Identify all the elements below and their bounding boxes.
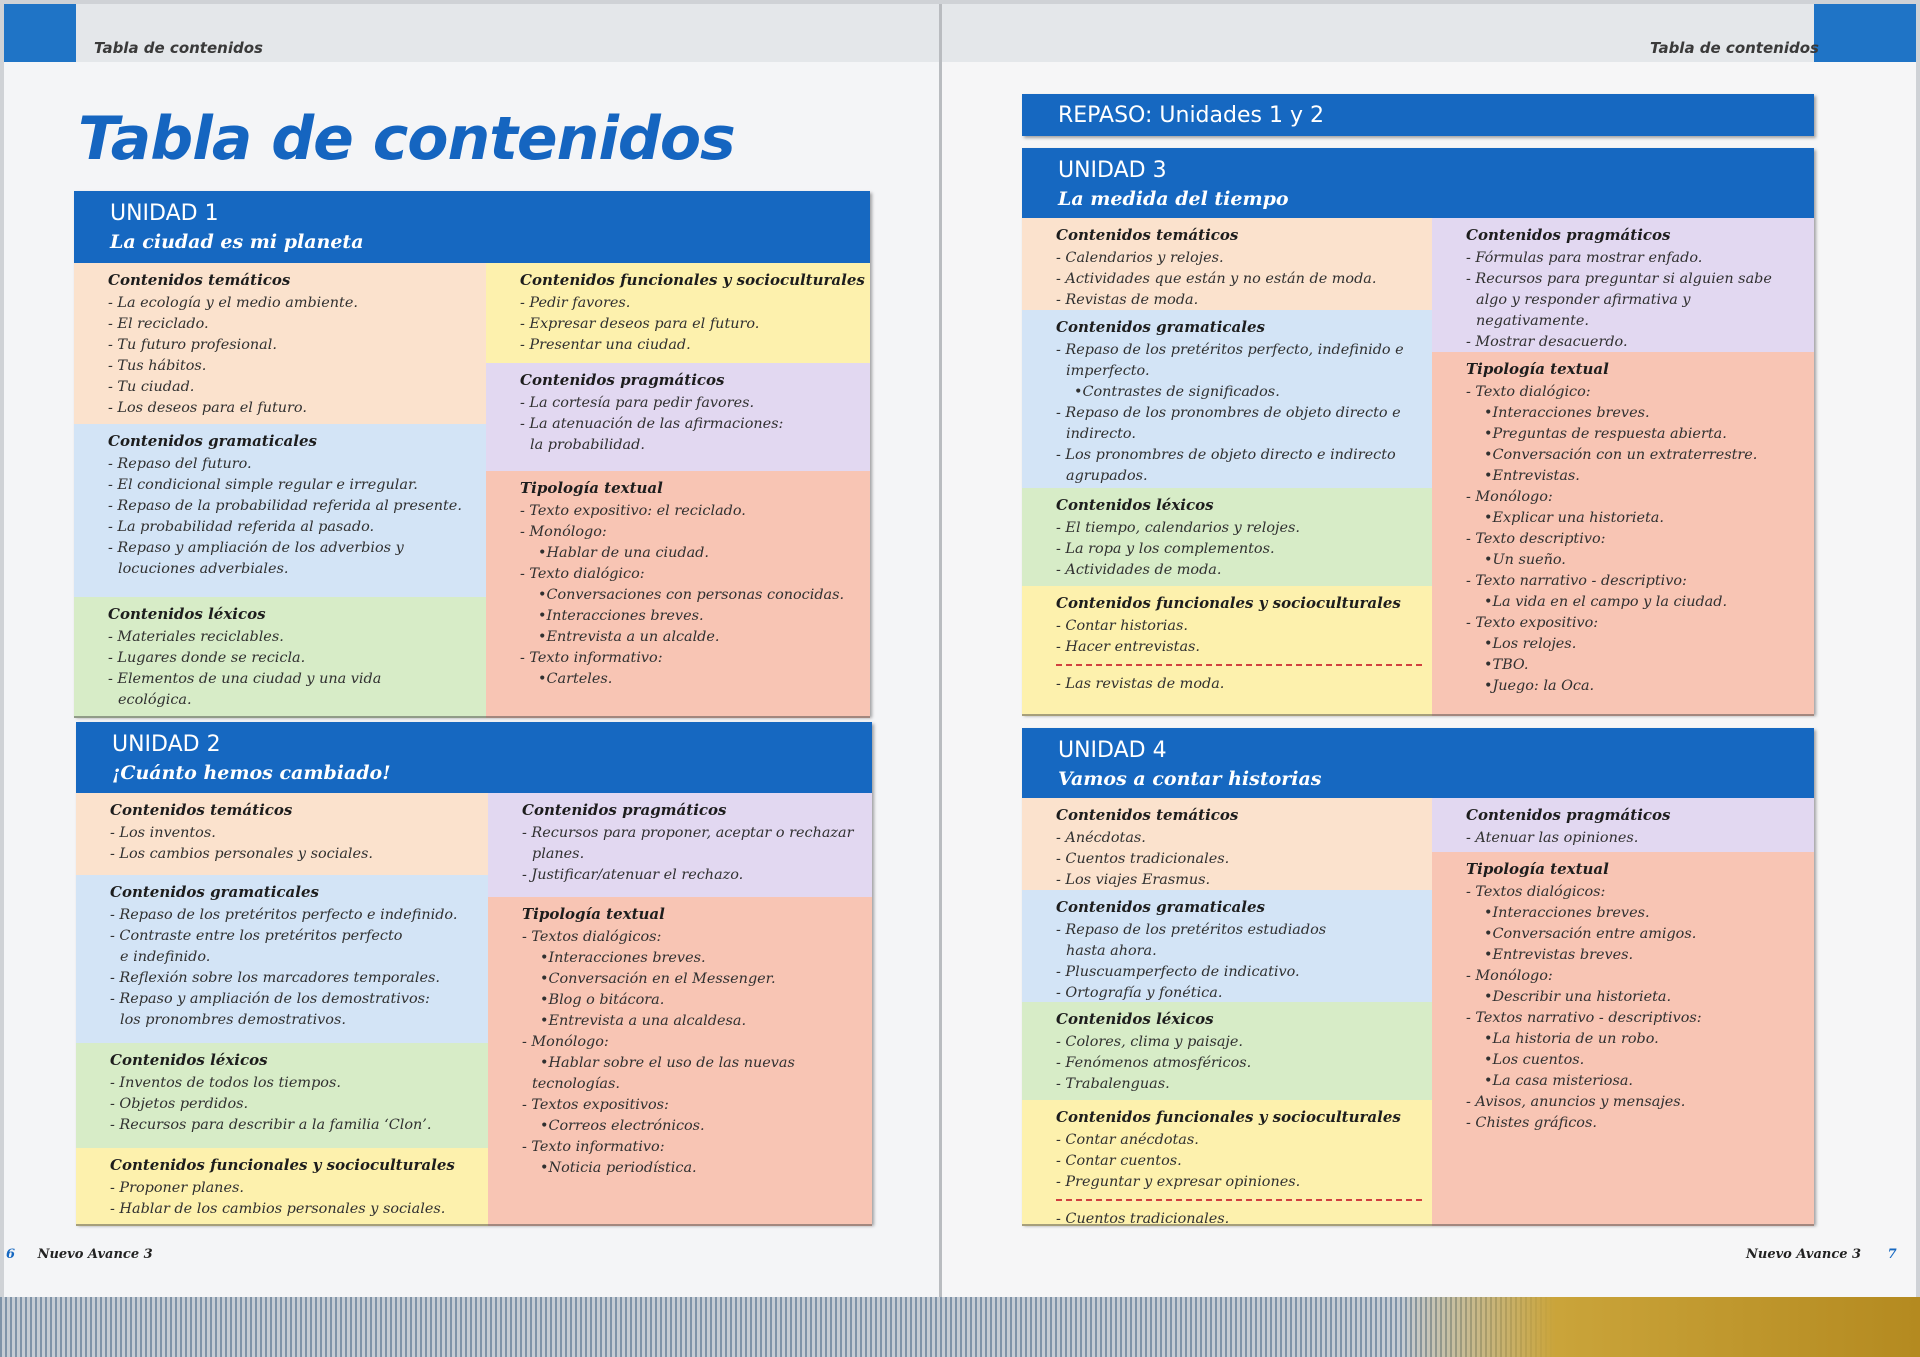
list-item: - Tu ciudad. <box>108 379 195 395</box>
section-heading: Contenidos funcionales y socioculturales <box>110 1156 455 1174</box>
right-page <box>942 4 1916 1297</box>
right-footer <box>1746 1247 1897 1262</box>
list-item: algo y responder afirmativa y <box>1476 292 1691 308</box>
section-heading: Contenidos léxicos <box>1056 1010 1214 1028</box>
list-item: - Texto dialógico: <box>520 566 645 582</box>
u1-lexicos <box>74 597 486 718</box>
list-item: e indefinido. <box>120 949 211 965</box>
u1-gramaticales <box>74 424 486 599</box>
list-item: •Hablar sobre el uso de las nuevas <box>540 1055 795 1071</box>
u3-pragmaticos <box>1432 218 1814 354</box>
list-item: - Texto dialógico: <box>1466 384 1591 400</box>
right-header-tab <box>1814 4 1916 62</box>
section-heading: Contenidos gramaticales <box>1056 318 1265 336</box>
section-heading: Contenidos pragmáticos <box>1466 226 1671 244</box>
unit-1-subtitle: La ciudad es mi planeta <box>110 231 364 253</box>
list-item: - Texto expositivo: <box>1466 615 1599 631</box>
u1-tematicos <box>74 263 486 426</box>
unit-2-title: UNIDAD 2 <box>112 732 221 757</box>
section-heading: Contenidos léxicos <box>110 1051 268 1069</box>
u3-tematicos <box>1022 218 1432 312</box>
list-item: - Hablar de los cambios personales y sociales. <box>110 1201 446 1217</box>
list-item: - Elementos de una ciudad y una vida <box>108 671 382 687</box>
list-item: - La ecología y el medio ambiente. <box>108 295 358 311</box>
background-yarn <box>1400 1297 1920 1357</box>
list-item: - Revistas de moda. <box>1056 292 1199 308</box>
list-item: - Repaso de la probabilidad referida al presente. <box>108 498 462 514</box>
list-item: - Fórmulas para mostrar enfado. <box>1466 250 1703 266</box>
list-item: - Ortografía y fonética. <box>1056 985 1223 1001</box>
u2-tipologia <box>488 897 872 1226</box>
u4-funcionales <box>1022 1100 1432 1226</box>
list-item: - Chistes gráficos. <box>1466 1115 1597 1131</box>
unit-1-title: UNIDAD 1 <box>110 201 219 226</box>
u3-funcionales <box>1022 586 1432 716</box>
list-item: •Conversaciones con personas conocidas. <box>538 587 845 603</box>
unit-4-header <box>1022 728 1814 798</box>
unit-3-title: UNIDAD 3 <box>1058 158 1167 183</box>
right-book-title: Nuevo Avance 3 <box>1746 1247 1862 1262</box>
list-item: - Repaso del futuro. <box>108 456 252 472</box>
list-item: •Hablar de una ciudad. <box>538 545 709 561</box>
unit-4 <box>1022 728 1814 1224</box>
list-item: - Avisos, anuncios y mensajes. <box>1466 1094 1686 1110</box>
list-item: •Un sueño. <box>1484 552 1566 568</box>
list-item: - Presentar una ciudad. <box>520 337 691 353</box>
list-item: - Texto informativo: <box>520 650 663 666</box>
list-item: - Cuentos tradicionales. <box>1056 851 1230 867</box>
section-heading: Contenidos temáticos <box>110 801 293 819</box>
list-item: - Pluscuamperfecto de indicativo. <box>1056 964 1300 980</box>
list-item: •Interacciones breves. <box>540 950 706 966</box>
list-item: - Colores, clima y paisaje. <box>1056 1034 1243 1050</box>
section-heading: Contenidos funcionales y socioculturales <box>520 271 865 289</box>
list-item: •Preguntas de respuesta abierta. <box>1484 426 1727 442</box>
section-heading: Contenidos funcionales y socioculturales <box>1056 594 1401 612</box>
list-item: •Describir una historieta. <box>1484 989 1672 1005</box>
list-item: •Noticia periodística. <box>540 1160 697 1176</box>
list-item: - Contar historias. <box>1056 618 1188 634</box>
list-item: planes. <box>532 846 585 862</box>
u2-gramaticales <box>76 875 488 1045</box>
list-item: - Calendarios y relojes. <box>1056 250 1224 266</box>
list-item: - Textos expositivos: <box>522 1097 669 1113</box>
left-page <box>4 4 939 1297</box>
list-item: - Contraste entre los pretéritos perfecto <box>110 928 403 944</box>
u1-funcionales <box>486 263 870 365</box>
section-heading: Tipología textual <box>522 905 665 923</box>
list-item: agrupados. <box>1066 468 1148 484</box>
list-item: - Los cambios personales y sociales. <box>110 846 373 862</box>
list-item: - El condicional simple regular e irregular. <box>108 477 418 493</box>
list-item: •Conversación en el Messenger. <box>540 971 776 987</box>
section-heading: Contenidos pragmáticos <box>1466 806 1671 824</box>
list-item: - Justificar/atenuar el rechazo. <box>522 867 744 883</box>
list-item: - Los pronombres de objeto directo e indirecto <box>1056 447 1396 463</box>
list-item: - Recursos para proponer, aceptar o rechazar <box>522 825 854 841</box>
unit-4-title: UNIDAD 4 <box>1058 738 1167 763</box>
list-item: - Lugares donde se recicla. <box>108 650 306 666</box>
list-item: - Texto informativo: <box>522 1139 665 1155</box>
list-item: - Expresar deseos para el futuro. <box>520 316 760 332</box>
list-item: - Atenuar las opiniones. <box>1466 830 1639 846</box>
list-item: - Objetos perdidos. <box>110 1096 249 1112</box>
u2-funcionales <box>76 1148 488 1226</box>
u4-gramaticales <box>1022 890 1432 1004</box>
list-item: - Proponer planes. <box>110 1180 244 1196</box>
list-item: •Conversación con un extraterrestre. <box>1484 447 1758 463</box>
list-item: •Entrevista a una alcaldesa. <box>540 1013 747 1029</box>
list-item: - Monólogo: <box>1466 968 1553 984</box>
list-item: - Repaso de los pretéritos perfecto e indefinido. <box>110 907 458 923</box>
u3-tipologia <box>1432 352 1814 716</box>
list-item: negativamente. <box>1476 313 1589 329</box>
list-item: - Textos narrativo - descriptivos: <box>1466 1010 1702 1026</box>
unit-2 <box>76 722 872 1224</box>
list-item: •Contrastes de significados. <box>1074 384 1280 400</box>
list-item: - Texto narrativo - descriptivo: <box>1466 573 1687 589</box>
list-item: - Textos dialógicos: <box>522 929 662 945</box>
section-heading: Contenidos temáticos <box>108 271 291 289</box>
dashed-separator <box>1056 1199 1422 1201</box>
repaso-banner <box>1022 94 1814 136</box>
dashed-separator <box>1056 664 1422 666</box>
repaso-title: REPASO: Unidades 1 y 2 <box>1058 103 1324 128</box>
list-item: - Reflexión sobre los marcadores temporales. <box>110 970 440 986</box>
unit-2-subtitle: ¡Cuánto hemos cambiado! <box>112 762 391 784</box>
section-heading: Contenidos léxicos <box>1056 496 1214 514</box>
u4-tipologia <box>1432 852 1814 1226</box>
unit-1 <box>74 191 870 716</box>
u2-tematicos <box>76 793 488 877</box>
list-item: - El tiempo, calendarios y relojes. <box>1056 520 1300 536</box>
list-item: •Blog o bitácora. <box>540 992 665 1008</box>
list-item: - Pedir favores. <box>520 295 631 311</box>
section-heading: Contenidos temáticos <box>1056 226 1239 244</box>
list-item: •Los cuentos. <box>1484 1052 1585 1068</box>
u1-pragmaticos <box>486 363 870 473</box>
unit-3 <box>1022 148 1814 714</box>
list-item: - Mostrar desacuerdo. <box>1466 334 1628 350</box>
list-item: - Fenómenos atmosféricos. <box>1056 1055 1252 1071</box>
section-heading: Contenidos temáticos <box>1056 806 1239 824</box>
list-item: •Correos electrónicos. <box>540 1118 705 1134</box>
section-heading: Contenidos léxicos <box>108 605 266 623</box>
list-item: - Inventos de todos los tiempos. <box>110 1075 341 1091</box>
section-heading: Contenidos gramaticales <box>108 432 317 450</box>
section-heading: Contenidos pragmáticos <box>520 371 725 389</box>
list-item: - Textos dialógicos: <box>1466 884 1606 900</box>
list-item: - La probabilidad referida al pasado. <box>108 519 375 535</box>
list-item: •Explicar una historieta. <box>1484 510 1664 526</box>
list-item: locuciones adverbiales. <box>118 561 289 577</box>
unit-3-subtitle: La medida del tiempo <box>1058 188 1289 210</box>
unit-4-subtitle: Vamos a contar historias <box>1058 768 1322 790</box>
section-heading: Tipología textual <box>1466 360 1609 378</box>
left-book-title: Nuevo Avance 3 <box>37 1247 153 1262</box>
list-item: - Contar anécdotas. <box>1056 1132 1199 1148</box>
section-heading: Contenidos funcionales y socioculturales <box>1056 1108 1401 1126</box>
list-item: - Anécdotas. <box>1056 830 1146 846</box>
list-item: •Carteles. <box>538 671 613 687</box>
list-item: hasta ahora. <box>1066 943 1157 959</box>
list-item: - Materiales reciclables. <box>108 629 284 645</box>
list-item: - Tus hábitos. <box>108 358 207 374</box>
left-header-tab <box>4 4 76 62</box>
list-item: - Recursos para preguntar si alguien sabe <box>1466 271 1772 287</box>
list-item: - Tu futuro profesional. <box>108 337 277 353</box>
list-item: - La cortesía para pedir favores. <box>520 395 755 411</box>
unit-2-header <box>76 722 872 793</box>
u4-tematicos <box>1022 798 1432 892</box>
list-item: - Repaso de los pretéritos perfecto, indefinido e <box>1056 342 1404 358</box>
list-item: - Los deseos para el futuro. <box>108 400 307 416</box>
list-item: - El reciclado. <box>108 316 209 332</box>
list-item: - Actividades de moda. <box>1056 562 1222 578</box>
list-item: ecológica. <box>118 692 192 708</box>
u1-tipologia <box>486 471 870 718</box>
list-item: - Preguntar y expresar opiniones. <box>1056 1174 1301 1190</box>
list-item: - Monólogo: <box>1466 489 1553 505</box>
list-item: •La historia de un robo. <box>1484 1031 1659 1047</box>
list-item: los pronombres demostrativos. <box>120 1012 346 1028</box>
u4-lexicos <box>1022 1002 1432 1102</box>
list-item: - Cuentos tradicionales. <box>1056 1211 1230 1226</box>
list-item: - Los viajes Erasmus. <box>1056 872 1211 888</box>
list-item: •TBO. <box>1484 657 1529 673</box>
right-header-text: Tabla de contenidos <box>1650 39 1819 57</box>
list-item: •Entrevista a un alcalde. <box>538 629 720 645</box>
list-item: - Monólogo: <box>522 1034 609 1050</box>
list-item: - Monólogo: <box>520 524 607 540</box>
list-item: - Contar cuentos. <box>1056 1153 1182 1169</box>
right-page-number: 7 <box>1887 1247 1897 1262</box>
u3-gramaticales <box>1022 310 1432 490</box>
list-item: - Repaso de los pretéritos estudiados <box>1056 922 1327 938</box>
left-header-text: Tabla de contenidos <box>94 39 263 57</box>
list-item: •Interacciones breves. <box>1484 905 1650 921</box>
list-item: - Hacer entrevistas. <box>1056 639 1200 655</box>
list-item: - Recursos para describir a la familia ‘Clon’. <box>110 1117 432 1133</box>
list-item: •Juego: la Oca. <box>1484 678 1595 694</box>
u3-lexicos <box>1022 488 1432 588</box>
list-item: •La casa misteriosa. <box>1484 1073 1633 1089</box>
list-item: •Los relojes. <box>1484 636 1577 652</box>
list-item: •Interacciones breves. <box>538 608 704 624</box>
section-heading: Contenidos gramaticales <box>110 883 319 901</box>
left-page-number: 6 <box>6 1247 16 1262</box>
list-item: •Interacciones breves. <box>1484 405 1650 421</box>
list-item: •Entrevistas breves. <box>1484 947 1634 963</box>
section-heading: Contenidos gramaticales <box>1056 898 1265 916</box>
list-item: - Trabalenguas. <box>1056 1076 1170 1092</box>
list-item: - La ropa y los complementos. <box>1056 541 1275 557</box>
list-item: - La atenuación de las afirmaciones: <box>520 416 784 432</box>
list-item: •Conversación entre amigos. <box>1484 926 1697 942</box>
list-item: - Las revistas de moda. <box>1056 676 1225 692</box>
u4-pragmaticos <box>1432 798 1814 854</box>
section-heading: Contenidos pragmáticos <box>522 801 727 819</box>
list-item: tecnologías. <box>532 1076 620 1092</box>
list-item: - Actividades que están y no están de moda. <box>1056 271 1377 287</box>
list-item: - Repaso y ampliación de los adverbios y <box>108 540 404 556</box>
unit-1-header <box>74 191 870 263</box>
section-heading: Tipología textual <box>1466 860 1609 878</box>
list-item: la probabilidad. <box>530 437 645 453</box>
left-footer <box>6 1247 153 1262</box>
list-item: - Repaso y ampliación de los demostrativos: <box>110 991 430 1007</box>
list-item: indirecto. <box>1066 426 1136 442</box>
section-heading: Tipología textual <box>520 479 663 497</box>
page-title: Tabla de contenidos <box>78 104 735 174</box>
u2-pragmaticos <box>488 793 872 899</box>
u2-lexicos <box>76 1043 488 1150</box>
list-item: - Texto expositivo: el reciclado. <box>520 503 746 519</box>
list-item: •La vida en el campo y la ciudad. <box>1484 594 1728 610</box>
list-item: - Texto descriptivo: <box>1466 531 1606 547</box>
list-item: •Entrevistas. <box>1484 468 1580 484</box>
unit-3-header <box>1022 148 1814 218</box>
list-item: - Los inventos. <box>110 825 216 841</box>
list-item: imperfecto. <box>1066 363 1150 379</box>
list-item: - Repaso de los pronombres de objeto directo e <box>1056 405 1401 421</box>
